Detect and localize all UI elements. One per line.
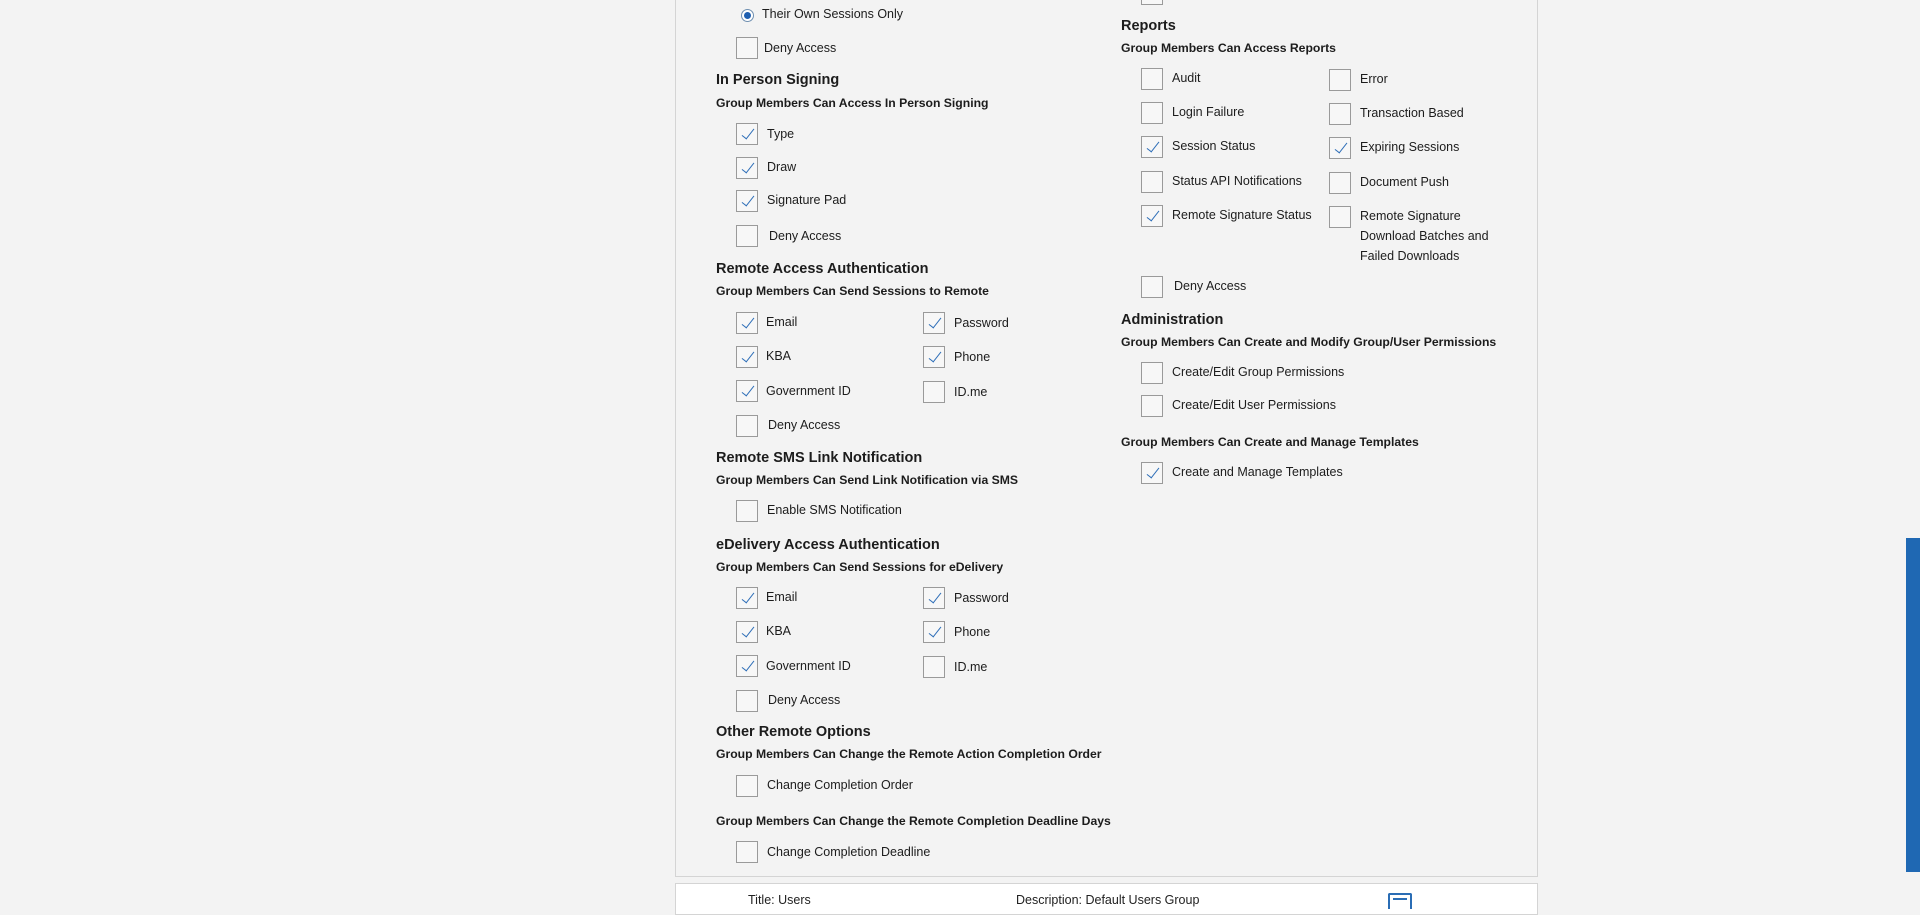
ed-deny-checkbox[interactable] [736, 690, 758, 712]
remote-deny-checkbox[interactable] [736, 415, 758, 437]
error-checkbox[interactable] [1329, 69, 1351, 91]
login-failure-checkbox[interactable] [1141, 102, 1163, 124]
in-person-deny-label: Deny Access [769, 229, 842, 243]
status-api-label: Status API Notifications [1172, 174, 1302, 188]
ed-gov-id-checkbox[interactable] [736, 655, 758, 677]
document-push-checkbox[interactable] [1329, 172, 1351, 194]
ed-deny-label: Deny Access [768, 693, 841, 707]
type-label: Type [767, 127, 795, 141]
change-order-label: Change Completion Order [767, 778, 913, 792]
edelivery-subtitle: Group Members Can Send Sessions for eDelivery [716, 560, 1004, 574]
change-deadline-label: Change Completion Deadline [767, 845, 931, 859]
remote-password-label: Password [954, 316, 1009, 330]
error-label: Error [1360, 72, 1388, 86]
in-person-signing-subtitle: Group Members Can Access In Person Signing [716, 96, 989, 110]
signature-pad-label: Signature Pad [767, 193, 847, 207]
top-partial-checkbox[interactable] [1141, 0, 1163, 5]
enable-sms-checkbox[interactable] [736, 500, 758, 522]
remote-sig-download-label-1: Remote Signature [1360, 209, 1461, 223]
transaction-based-label: Transaction Based [1360, 106, 1464, 120]
ed-kba-checkbox[interactable] [736, 621, 758, 643]
remote-sig-download-checkbox[interactable] [1329, 206, 1351, 228]
remote-sig-status-label: Remote Signature Status [1172, 208, 1312, 222]
remote-phone-checkbox[interactable] [923, 346, 945, 368]
edelivery-title: eDelivery Access Authentication [716, 537, 940, 553]
user-permissions-checkbox[interactable] [1141, 395, 1163, 417]
administration-title: Administration [1121, 312, 1224, 328]
ed-email-label: Email [766, 590, 798, 604]
ed-email-checkbox[interactable] [736, 587, 758, 609]
remote-auth-title: Remote Access Authentication [716, 261, 929, 277]
draw-label: Draw [767, 160, 797, 174]
remote-phone-label: Phone [954, 350, 991, 364]
change-deadline-checkbox[interactable] [736, 841, 758, 863]
remote-gov-id-label: Government ID [766, 384, 851, 398]
ed-phone-checkbox[interactable] [923, 621, 945, 643]
document-push-label: Document Push [1360, 175, 1449, 189]
remote-auth-subtitle: Group Members Can Send Sessions to Remote [716, 284, 989, 298]
remote-sig-download-label-2: Download Batches and [1360, 229, 1489, 243]
remote-gov-id-checkbox[interactable] [736, 380, 758, 402]
remote-deny-label: Deny Access [768, 418, 841, 432]
group-title: Title: Users [748, 893, 811, 907]
session-status-label: Session Status [1172, 139, 1256, 153]
templates-label: Create and Manage Templates [1172, 465, 1343, 479]
change-order-checkbox[interactable] [736, 775, 758, 797]
group-permissions-label: Create/Edit Group Permissions [1172, 365, 1345, 379]
templates-subtitle: Group Members Can Create and Manage Templates [1121, 435, 1419, 449]
session-status-checkbox[interactable] [1141, 136, 1163, 158]
sms-subtitle: Group Members Can Send Link Notification via SMS [716, 473, 1019, 487]
scrollbar-thumb[interactable] [1906, 538, 1920, 872]
other-remote-title: Other Remote Options [716, 724, 871, 740]
in-person-signing-title: In Person Signing [716, 72, 840, 88]
signature-pad-checkbox[interactable] [736, 190, 758, 212]
remote-idme-checkbox[interactable] [923, 381, 945, 403]
reports-deny-checkbox[interactable] [1141, 276, 1163, 298]
reports-deny-label: Deny Access [1174, 279, 1247, 293]
their-own-sessions-radio[interactable] [741, 9, 754, 22]
ed-idme-checkbox[interactable] [923, 656, 945, 678]
sessions-deny-access-label: Deny Access [764, 41, 837, 55]
audit-label: Audit [1172, 71, 1201, 85]
remote-sig-download-label-3: Failed Downloads [1360, 249, 1460, 263]
login-failure-label: Login Failure [1172, 105, 1245, 119]
other-remote-subtitle-order: Group Members Can Change the Remote Action Completion Order [716, 747, 1102, 761]
templates-checkbox[interactable] [1141, 462, 1163, 484]
remote-sig-status-checkbox[interactable] [1141, 205, 1163, 227]
audit-checkbox[interactable] [1141, 68, 1163, 90]
their-own-sessions-label: Their Own Sessions Only [762, 7, 904, 21]
reports-title: Reports [1121, 18, 1176, 34]
administration-subtitle: Group Members Can Create and Modify Group/User Permissions [1121, 335, 1497, 349]
draw-checkbox[interactable] [736, 157, 758, 179]
remote-kba-label: KBA [766, 349, 792, 363]
remote-kba-checkbox[interactable] [736, 346, 758, 368]
edit-group-icon[interactable] [1388, 893, 1412, 909]
ed-password-checkbox[interactable] [923, 587, 945, 609]
other-remote-subtitle-deadline: Group Members Can Change the Remote Completion Deadline Days [716, 814, 1111, 828]
ed-password-label: Password [954, 591, 1009, 605]
remote-idme-label: ID.me [954, 385, 988, 399]
in-person-deny-checkbox[interactable] [736, 225, 758, 247]
sms-title: Remote SMS Link Notification [716, 450, 923, 466]
group-summary-card [675, 883, 1538, 915]
remote-email-checkbox[interactable] [736, 312, 758, 334]
remote-password-checkbox[interactable] [923, 312, 945, 334]
expiring-sessions-checkbox[interactable] [1329, 137, 1351, 159]
user-permissions-label: Create/Edit User Permissions [1172, 398, 1336, 412]
ed-idme-label: ID.me [954, 660, 988, 674]
transaction-based-checkbox[interactable] [1329, 103, 1351, 125]
reports-subtitle: Group Members Can Access Reports [1121, 41, 1336, 55]
sessions-deny-access-checkbox[interactable] [736, 37, 758, 59]
type-checkbox[interactable] [736, 123, 758, 145]
group-description: Description: Default Users Group [1016, 893, 1200, 907]
ed-kba-label: KBA [766, 624, 792, 638]
enable-sms-label: Enable SMS Notification [767, 503, 902, 517]
remote-email-label: Email [766, 315, 798, 329]
status-api-checkbox[interactable] [1141, 171, 1163, 193]
expiring-sessions-label: Expiring Sessions [1360, 140, 1460, 154]
ed-gov-id-label: Government ID [766, 659, 851, 673]
group-permissions-checkbox[interactable] [1141, 362, 1163, 384]
ed-phone-label: Phone [954, 625, 991, 639]
